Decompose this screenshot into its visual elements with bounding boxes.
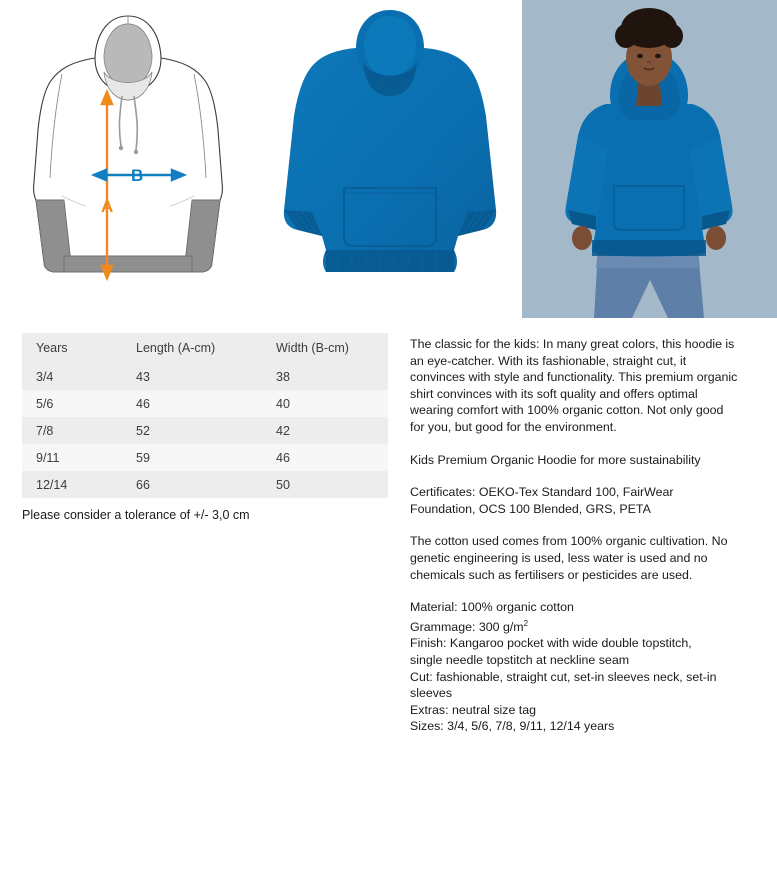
column-header-length: Length (A-cm) [122,333,262,363]
cell-width: 46 [262,444,388,471]
cell-years: 12/14 [22,471,122,498]
measure-a-label: A [101,197,114,216]
cell-years: 5/6 [22,390,122,417]
cell-length: 46 [122,390,262,417]
cell-length: 52 [122,417,262,444]
spec-finish-line-2: single needle topstitch at neckline seam [410,653,630,668]
table-row [22,363,388,390]
technical-drawing-panel [0,0,258,318]
description-cotton: The cotton used comes from 100% organic cultivation. No genetic engineering is used, less water is used and no chemicals such as fertilisers or pesticides are used. [410,534,728,582]
cell-length: 66 [122,471,262,498]
cell-years: 9/11 [22,444,122,471]
product-description [410,336,740,735]
spec-cut-line-1: Cut: fashionable, straight cut, set-in sleeves neck, set-in [410,669,717,684]
child-model-wearing-hoodie [522,0,777,318]
description-specs [410,599,740,735]
spec-grammage [410,616,740,636]
column-header-years: Years [22,333,122,363]
flat-product-panel [260,0,520,318]
spec-material: Material: 100% organic cotton [410,600,574,615]
spec-finish-line-1: Finish: Kangaroo pocket with wide double topstitch, [410,636,692,651]
description-sustainability: Kids Premium Organic Hoodie for more sustainability [410,452,701,467]
cell-length: 59 [122,444,262,471]
tolerance-note: Please consider a tolerance of +/- 3,0 cm [22,508,250,522]
table-row [22,417,388,444]
table-row [22,390,388,417]
measure-b-label: B [131,166,144,185]
model-photo-panel [522,0,777,318]
table-row [22,444,388,471]
column-header-width: Width (B-cm) [262,333,388,363]
hoodie-technical-drawing [0,0,258,318]
cell-years: 3/4 [22,363,122,390]
cell-width: 50 [262,471,388,498]
cell-width: 38 [262,363,388,390]
description-intro: The classic for the kids: In many great colors, this hoodie is an eye-catcher. With its fashionable, straight cut, it convinces with style and functionality. This premium organic shirt convinces with its soft quality and offers optimal wearing comfort with 100% organic cotton. Not only good for you, but good for the environment. [410,337,738,434]
size-chart-table [22,333,388,498]
cell-width: 40 [262,390,388,417]
cell-width: 42 [262,417,388,444]
hoodie-flat-front [260,0,520,318]
spec-sizes: Sizes: 3/4, 5/6, 7/8, 9/11, 12/14 years [410,719,615,734]
description-certificates: Certificates: OEKO-Tex Standard 100, FairWear Foundation, OCS 100 Blended, GRS, PETA [410,485,674,516]
cell-length: 43 [122,363,262,390]
table-header-row [22,333,388,363]
spec-extras: Extras: neutral size tag [410,702,537,717]
product-image-strip [0,0,777,318]
cell-years: 7/8 [22,417,122,444]
spec-grammage-exponent: 2 [523,618,529,628]
spec-grammage-text: Grammage: 300 g/m [410,619,524,634]
table-row [22,471,388,498]
spec-cut-line-2: sleeves [410,686,453,701]
